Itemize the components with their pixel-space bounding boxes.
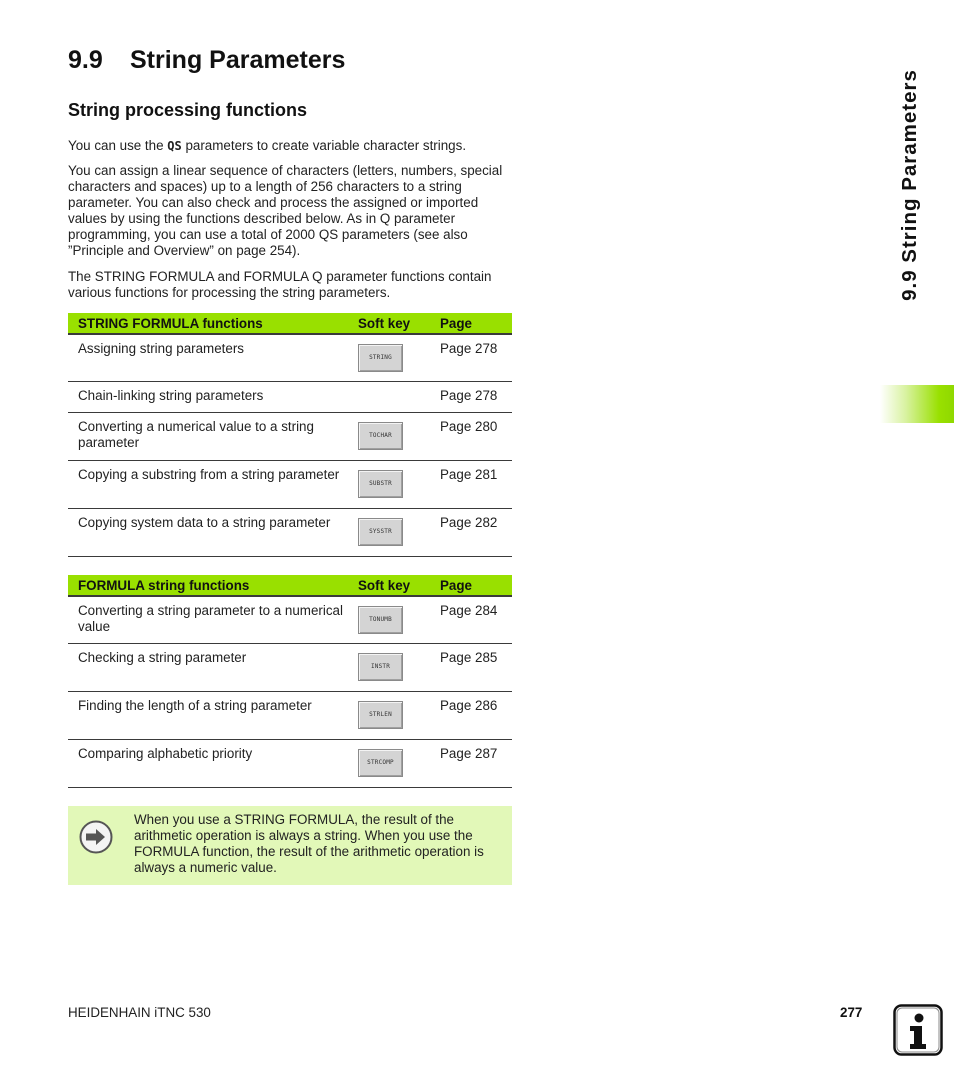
info-icon xyxy=(893,1004,943,1056)
page-cell: Page 284 xyxy=(430,596,512,644)
section-number: 9.9 xyxy=(68,46,103,74)
note-text: When you use a STRING FORMULA, the result of the arithmetic operation is always a string. When you use the FORMULA function, the result of the arithmetic operation is always a numeric value. xyxy=(134,812,484,875)
softkey-instr: INSTR xyxy=(358,653,403,681)
table-row xyxy=(68,692,512,740)
table-row xyxy=(68,644,512,692)
footer-page-number: 277 xyxy=(840,1005,863,1020)
softkey-strcomp: STRCOMP xyxy=(358,749,403,777)
softkey-cell xyxy=(348,644,430,692)
qs-code: QS xyxy=(167,139,182,153)
table-row xyxy=(68,381,512,412)
string-formula-table xyxy=(68,313,512,557)
page-cell: Page 287 xyxy=(430,740,512,788)
softkey-cell xyxy=(348,334,430,381)
side-section-title xyxy=(892,50,928,320)
function-cell: Comparing alphabetic priority xyxy=(68,740,348,788)
softkey-cell xyxy=(348,460,430,508)
softkey-tochar: TOCHAR xyxy=(358,422,403,450)
chapter-tab-marker xyxy=(880,385,954,423)
section-title xyxy=(68,46,345,75)
function-cell: Copying a substring from a string parameter xyxy=(68,460,348,508)
page-cell: Page 285 xyxy=(430,644,512,692)
softkey-cell xyxy=(348,381,430,412)
note-box xyxy=(68,806,512,885)
description-paragraph: You can assign a linear sequence of characters (letters, numbers, special characters and spaces) up to a length of 256 characters to a string parameter. You can also check and process the assigned or imported values by using the functions described below. As in Q parameter programming, you can use a total of 2000 QS parameters (see also ”Principle and Overview” on page 254). xyxy=(68,163,503,258)
page-cell: Page 282 xyxy=(430,508,512,556)
header-page: Page xyxy=(430,575,512,596)
header-functions: FORMULA string functions xyxy=(68,575,348,596)
table-row xyxy=(68,596,512,644)
function-cell: Assigning string parameters xyxy=(68,334,348,381)
softkey-cell xyxy=(348,412,430,460)
intro-text-after: parameters to create variable character strings. xyxy=(181,138,467,153)
softkey-sysstr: SYSSTR xyxy=(358,518,403,546)
section-title-text: String Parameters xyxy=(130,46,346,74)
function-cell: Chain-linking string parameters xyxy=(68,381,348,412)
softkey-cell xyxy=(348,596,430,644)
softkey-tonumb: TONUMB xyxy=(358,606,403,634)
page-cell: Page 280 xyxy=(430,412,512,460)
function-cell: Converting a numerical value to a string parameter xyxy=(68,412,348,460)
table-row xyxy=(68,740,512,788)
function-cell: Finding the length of a string parameter xyxy=(68,692,348,740)
intro-text-before: You can use the xyxy=(68,138,168,153)
header-functions: STRING FORMULA functions xyxy=(68,313,348,334)
formula-string-table xyxy=(68,575,512,788)
function-cell: Copying system data to a string parameter xyxy=(68,508,348,556)
intro-paragraph xyxy=(68,138,512,154)
table-header-row xyxy=(68,575,512,596)
table-row xyxy=(68,508,512,556)
side-section-title-text: 9.9 String Parameters xyxy=(898,69,921,301)
table-row xyxy=(68,412,512,460)
function-cell: Converting a string parameter to a numerical value xyxy=(68,596,348,644)
table-row xyxy=(68,460,512,508)
header-softkey: Soft key xyxy=(348,575,430,596)
page-cell: Page 281 xyxy=(430,460,512,508)
arrow-right-icon xyxy=(79,820,113,854)
functions-paragraph: The STRING FORMULA and FORMULA Q parameter functions contain various functions for processing the string parameters. xyxy=(68,269,492,300)
softkey-cell xyxy=(348,692,430,740)
page-cell: Page 286 xyxy=(430,692,512,740)
softkey-strlen: STRLEN xyxy=(358,701,403,729)
softkey-substr: SUBSTR xyxy=(358,470,403,498)
table-row xyxy=(68,334,512,381)
softkey-string: STRING xyxy=(358,344,403,372)
footer-manual-name: HEIDENHAIN iTNC 530 xyxy=(68,1005,211,1020)
softkey-cell xyxy=(348,508,430,556)
subsection-title: String processing functions xyxy=(68,100,308,120)
page-cell: Page 278 xyxy=(430,381,512,412)
header-softkey: Soft key xyxy=(348,313,430,334)
softkey-cell xyxy=(348,740,430,788)
page-cell: Page 278 xyxy=(430,334,512,381)
function-cell: Checking a string parameter xyxy=(68,644,348,692)
table-header-row xyxy=(68,313,512,334)
header-page: Page xyxy=(430,313,512,334)
